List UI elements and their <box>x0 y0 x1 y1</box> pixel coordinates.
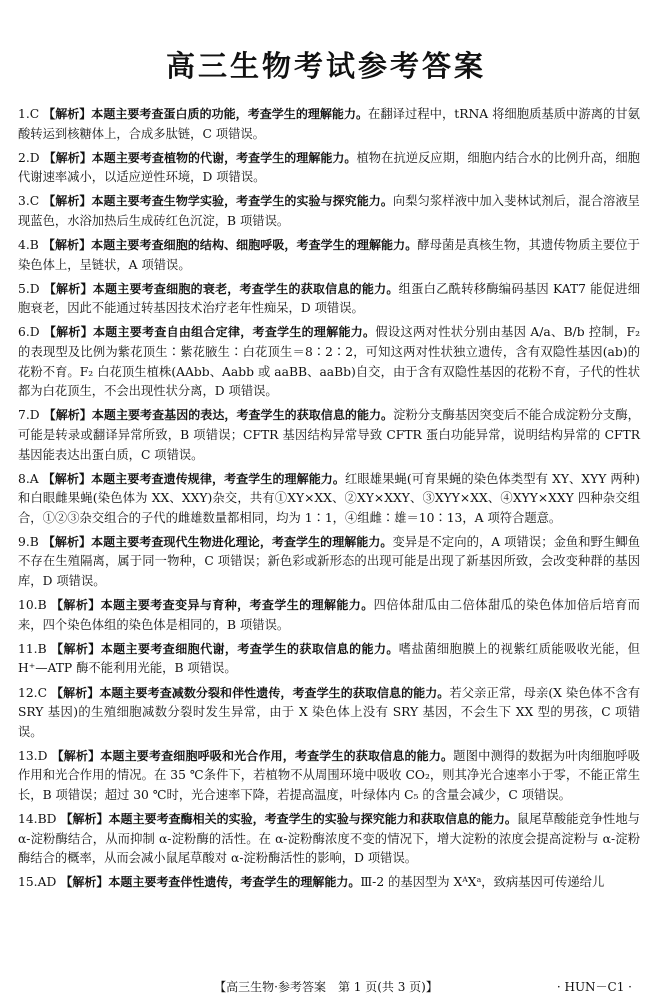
item-answer: A <box>29 471 39 486</box>
item-analysis-tag: 【解析】本题主要考查细胞的衰老，考查学生的获取信息的能力。 <box>43 281 399 296</box>
item-explanation: 鼠尾草酸能竞争性地与 α-淀粉酶结合，从而抑制 α-淀粉酶的活性。在 α-淀粉酶浓度不变的情况下，增大淀粉的浓度会提高淀粉与 α-淀粉酶结合的概率，从而会减小鼠尾草酸对 α-淀粉酶活性的影响，D 项错误。 <box>18 812 640 866</box>
item-number: 1. <box>18 107 30 121</box>
item-answer: D <box>29 281 40 296</box>
page-footer <box>0 976 652 998</box>
item-number: 11. <box>18 641 38 656</box>
item-analysis-tag: 【解析】本题主要考查植物的代谢，考查学生的理解能力。 <box>43 150 357 165</box>
item-analysis-tag: 【解析】本题主要考查细胞代谢，考查学生的获取信息的能力。 <box>50 641 399 656</box>
item-answer: C <box>29 194 40 209</box>
answer-item <box>18 406 640 465</box>
item-answer: C <box>37 685 47 700</box>
item-answer: D <box>29 150 40 165</box>
item-answer: B <box>29 534 39 549</box>
answer-item <box>18 873 640 893</box>
item-analysis-tag: 【解析】本题主要考查细胞的结构、细胞呼吸，考查学生的理解能力。 <box>42 238 418 253</box>
item-answer: B <box>29 238 39 253</box>
item-answer: B <box>37 641 47 656</box>
item-number: 2. <box>18 150 30 165</box>
answer-item <box>18 533 640 592</box>
item-number: 4. <box>18 238 30 253</box>
item-explanation: 淀粉分支酶基因突变后不能合成淀粉分支酶，可能是转录或翻译异常所致，B 项错误；CFTR 基因结构异常导致 CFTR 蛋白功能异常，说明结构异常的 CFTR 基因能表达出蛋白质，C 项错误。 <box>18 408 640 462</box>
item-explanation: 题图中测得的数据为叶肉细胞呼吸作用和光合作用的情况。在 35 ℃条件下，若植物不从周围环境中吸收 CO₂，则其净光合速率小于零，不能正常生长，B 项错误；超过 30 ℃时，光合速率下降，若提高温度，叶绿体内 C₅ 的含量会减少，C 项错误。 <box>18 748 640 802</box>
item-analysis-tag: 【解析】本题主要考查减数分裂和伴性遗传，考查学生的获取信息的能力。 <box>50 685 450 700</box>
answer-item <box>18 470 640 529</box>
item-number: 14. <box>18 812 38 827</box>
item-answer: BD <box>37 812 57 827</box>
answer-item <box>18 323 640 401</box>
item-analysis-tag: 【解析】本题主要考查基因的表达，考查学生的获取信息的能力。 <box>43 408 394 423</box>
item-explanation: 组蛋白乙酰转移酶编码基因 KAT7 能促进细胞衰老，因此不能通过转基因技术治疗老年性痴呆，D 项错误。 <box>18 281 640 316</box>
item-analysis-tag: 【解析】本题主要考查细胞呼吸和光合作用，考查学生的获取信息的能力。 <box>51 748 454 763</box>
item-number: 10. <box>18 598 38 613</box>
item-explanation: 在翻译过程中，tRNA 将细胞质基质中游离的甘氨酸转运到核糖体上，合成多肽链，C 项错误。 <box>18 107 640 141</box>
item-analysis-tag: 【解析】本题主要考查酶相关的实验，考查学生的实验与探究能力和获取信息的能力。 <box>60 812 517 827</box>
item-explanation: 变异是不定向的，A 项错误；金鱼和野生鲫鱼不存在生殖隔离，属于同一物种，C 项错误；新色彩或新形态的出现可能是出现了新基因所致，会改变种群的基因库，D 项错误。 <box>18 534 640 589</box>
item-analysis-tag: 【解析】本题主要考查蛋白质的功能，考查学生的理解能力。 <box>43 107 369 121</box>
item-explanation: 四倍体甜瓜由二倍体甜瓜的染色体加倍后培育而来，四个染色体组的染色体是相同的，B 项错误。 <box>18 598 640 632</box>
item-answer: D <box>37 748 48 763</box>
answer-item <box>18 236 640 275</box>
item-answer: C <box>29 107 40 121</box>
item-explanation: 嗜盐菌细胞膜上的视紫红质能吸收光能，但 H⁺—ATP 酶不能利用光能，B 项错误。 <box>18 641 640 676</box>
item-analysis-tag: 【解析】本题主要考查现代生物进化理论，考查学生的理解能力。 <box>42 534 393 549</box>
item-number: 6. <box>18 325 30 340</box>
item-answer: D <box>29 325 40 340</box>
item-number: 12. <box>18 685 38 700</box>
answer-item <box>18 280 640 319</box>
answer-item <box>18 810 640 869</box>
answer-item <box>18 747 640 806</box>
item-number: 15. <box>18 875 38 890</box>
item-answer: D <box>29 408 40 423</box>
item-analysis-tag: 【解析】本题主要考查自由组合定律，考查学生的理解能力。 <box>43 325 376 340</box>
item-analysis-tag: 【解析】本题主要考查遗传规律，考查学生的理解能力。 <box>42 471 345 486</box>
item-explanation: 假设这两对性状分别由基因 A/a、B/b 控制，F₂ 的表现型及比例为紫花顶生∶紫花腋生∶白花顶生＝8∶2∶2，可知这两对性状独立遗传，含有双隐性基因(ab)的花粉不育。F₂ 白花顶生植株(AAbb、Aabb 或 aaBB、aaBb)自交，由于含有双隐性基因的花粉不育，子代的性状都为白花顶生，不会出现性状分离，D 项错误。 <box>18 325 641 399</box>
item-answer: B <box>37 598 47 613</box>
item-explanation: 红眼雄果蝇(可育果蝇的染色体类型有 XY、XYY 两种)和白眼雌果蝇(染色体为 XX、XXY)杂交，共有①XY×XX、②XY×XXY、③XYY×XX、④XYY×XXY 四种杂交组合，①②③杂交组合的子代的雌雄数量都相同，均为 1∶1，④组雌∶雄＝10∶13，A 项符合题意。 <box>18 471 640 525</box>
item-explanation: 若父亲正常，母亲(X 染色体不含有 SRY 基因)的生殖细胞减数分裂时发生异常，由于 X 染色体上没有 SRY 基因，不会生下 XX 型的男孩，C 项错误。 <box>18 685 640 739</box>
item-number: 7. <box>18 408 30 423</box>
item-explanation: 向梨匀浆样液中加入斐林试剂后，混合溶液呈现蓝色，水浴加热后生成砖红色沉淀，B 项错误。 <box>18 194 640 228</box>
item-analysis-tag: 【解析】本题主要考查变异与育种，考查学生的理解能力。 <box>50 598 374 613</box>
answer-list <box>18 105 640 897</box>
answer-item <box>18 640 640 679</box>
item-explanation: Ⅲ-2 的基因型为 XᴬXᵃ，致病基因可传递给儿 <box>360 875 605 890</box>
item-explanation: 酵母菌是真核生物，其遗传物质主要位于染色体上，呈链状，A 项错误。 <box>18 238 640 272</box>
answer-item <box>18 596 640 635</box>
item-analysis-tag: 【解析】本题主要考查伴性遗传，考查学生的理解能力。 <box>60 875 361 890</box>
item-analysis-tag: 【解析】本题主要考查生物学实验，考查学生的实验与探究能力。 <box>43 194 393 209</box>
item-number: 5. <box>18 281 30 296</box>
item-explanation: 植物在抗逆反应期，细胞内结合水的比例升高，细胞代谢速率减小，以适应逆性环境，D 项错误。 <box>18 150 640 185</box>
footer-page-info: 【高三生物·参考答案 第 1 页(共 3 页)】 <box>214 980 438 994</box>
item-number: 3. <box>18 194 30 209</box>
item-number: 13. <box>18 748 38 763</box>
answer-item <box>18 105 640 144</box>
item-number: 9. <box>18 534 30 549</box>
item-number: 8. <box>18 471 30 486</box>
page-title: 高三生物考试参考答案 <box>165 49 486 83</box>
item-answer: AD <box>37 875 57 890</box>
footer-code: · HUN－C1 · <box>556 980 632 994</box>
answer-item <box>18 149 640 188</box>
answer-item <box>18 192 640 231</box>
answer-item <box>18 684 640 743</box>
